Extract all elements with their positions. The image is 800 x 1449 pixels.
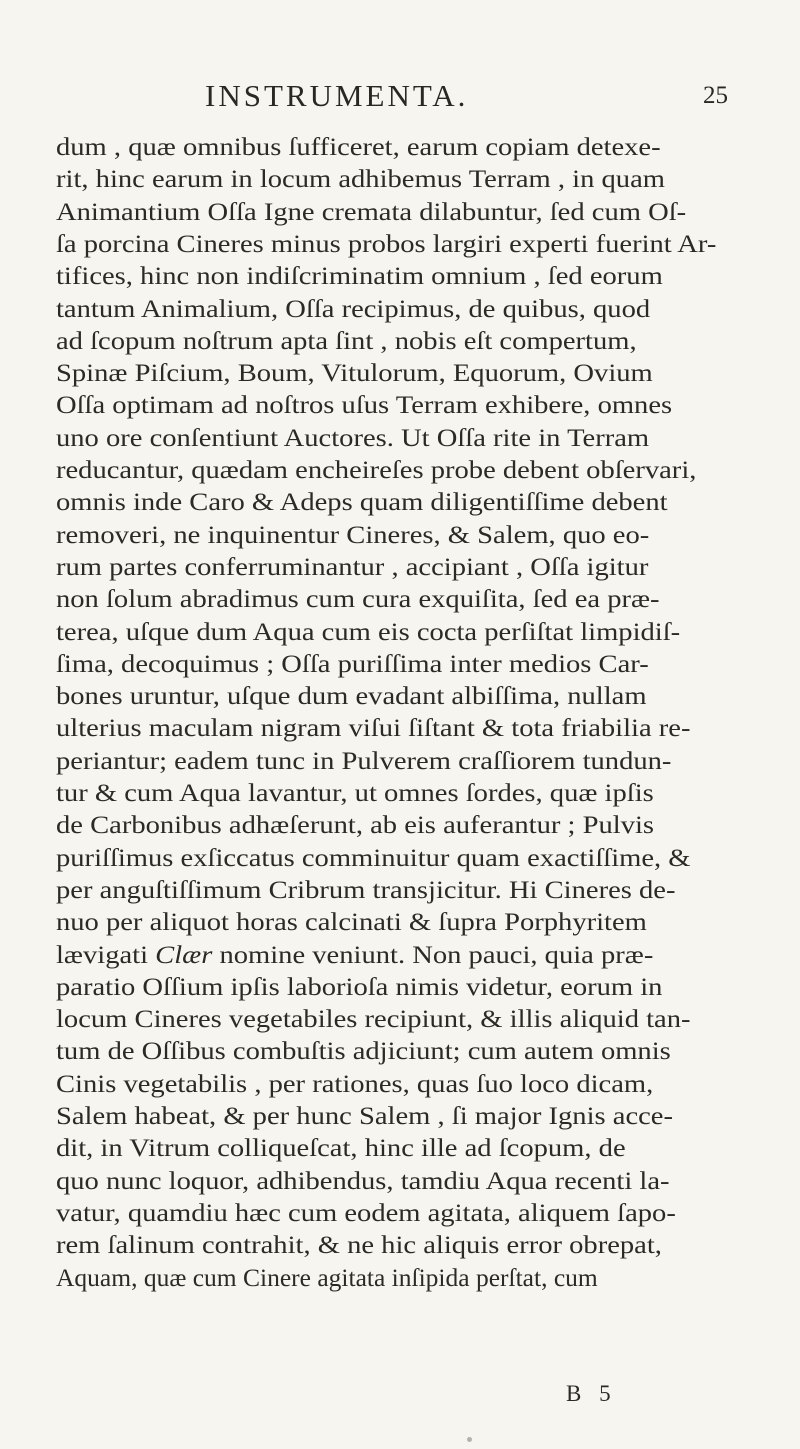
text-line: ad ſcopum noſtrum apta ſint , nobis eſt compertum,: [56, 325, 637, 355]
text-line: dum , quæ omnibus ſufficeret, earum copiam detexe-: [56, 132, 661, 161]
text-line: non ſolum abradimus cum cura exquiſita, ſed ea præ-: [56, 584, 660, 614]
text-line: tantum Animalium, Oſſa recipimus, de quibus, quod: [56, 293, 651, 323]
text-line: puriſſimus exſiccatus comminuitur quam exactiſſime, &: [56, 842, 691, 872]
text-line: ſima, decoquimus ; Oſſa puriſſima inter medios Car-: [56, 648, 649, 678]
signature-mark: B 5: [566, 1381, 617, 1406]
text-line: bones uruntur, uſque dum evadant albiſſima, nullam: [56, 681, 647, 711]
paper-speck: [467, 1437, 472, 1442]
running-head-title: INSTRUMENTA.: [205, 78, 469, 113]
italic-term: Clær: [155, 939, 213, 969]
text-line: Oſſa optimam ad noſtros uſus Terram exhibere, omnes: [56, 390, 673, 420]
text-line: nuo per aliquot horas calcinati & ſupra Porphyritem: [56, 907, 647, 937]
text-line: Spinæ Piſcium, Boum, Vitulorum, Equorum, Ovium: [56, 358, 653, 388]
text-line: Aquam, quæ cum Cinere agitata inſipida perſtat, cum: [56, 1262, 598, 1292]
text-line: ſa porcina Cineres minus probos largiri experti fuerint Ar-: [56, 228, 717, 258]
page-number: 25: [703, 82, 728, 109]
text-line: per anguſtiſſimum Cribrum transjicitur. Hi Cineres de-: [56, 874, 676, 904]
text-line: removeri, ne inquinentur Cineres, & Salem, quo eo-: [56, 519, 650, 549]
text-line: lævigati Clær nomine veniunt. Non pauci, quia præ-: [56, 939, 654, 969]
text-line: ulterius maculam nigram viſui ſiſtant & tota friabilia re-: [56, 713, 691, 743]
text-line: terea, uſque dum Aqua cum eis cocta perſiſtat limpidiſ-: [56, 616, 681, 646]
text-line: rit, hinc earum in locum adhibemus Terram , in quam: [56, 164, 665, 194]
text-line: tum de Oſſibus combuſtis adjiciunt; cum autem omnis: [56, 1036, 671, 1066]
text-line: periantur; eadem tunc in Pulverem craſſiorem tundun-: [56, 745, 672, 775]
text-line: Animantium Oſſa Igne cremata dilabuntur, ſed cum Oſ-: [56, 196, 687, 226]
text-line: omnis inde Caro & Adeps quam diligentiſſime debent: [56, 487, 668, 517]
running-head: [0, 78, 800, 112]
text-line: reducantur, quædam encheireſes probe debent obſervari,: [56, 455, 697, 484]
text-line: vatur, quamdiu hæc cum eodem agitata, aliquem ſapo-: [56, 1197, 676, 1227]
text-line: Cinis vegetabilis , per rationes, quas ſuo loco dicam,: [56, 1068, 654, 1098]
text-line: Salem habeat, & per hunc Salem , ſi major Ignis acce-: [56, 1101, 673, 1130]
text-line: tur & cum Aqua lavantur, ut omnes ſordes, quæ ipſis: [56, 778, 654, 807]
text-line: tifices, hinc non indiſcriminatim omnium , ſed eorum: [56, 261, 663, 291]
text-line: dit, in Vitrum colliqueſcat, hinc ille ad ſcopum, de: [56, 1133, 626, 1163]
text-line: de Carbonibus adhæſerunt, ab eis auferantur ; Pulvis: [56, 810, 655, 840]
text-line: rem ſalinum contrahit, & ne hic aliquis error obrepat,: [56, 1230, 662, 1260]
text-line: locum Cineres vegetabiles recipiunt, & illis aliquid tan-: [56, 1004, 691, 1034]
text-line: quo nunc loquor, adhibendus, tamdiu Aqua recenti la-: [56, 1165, 670, 1195]
text-line: rum partes conferruminantur , accipiant , Oſſa igitur: [56, 551, 649, 581]
text-line: paratio Oſſium ipſis laborioſa nimis videtur, eorum in: [56, 971, 663, 1001]
text-line: uno ore conſentiunt Auctores. Ut Oſſa rite in Terram: [56, 422, 650, 452]
